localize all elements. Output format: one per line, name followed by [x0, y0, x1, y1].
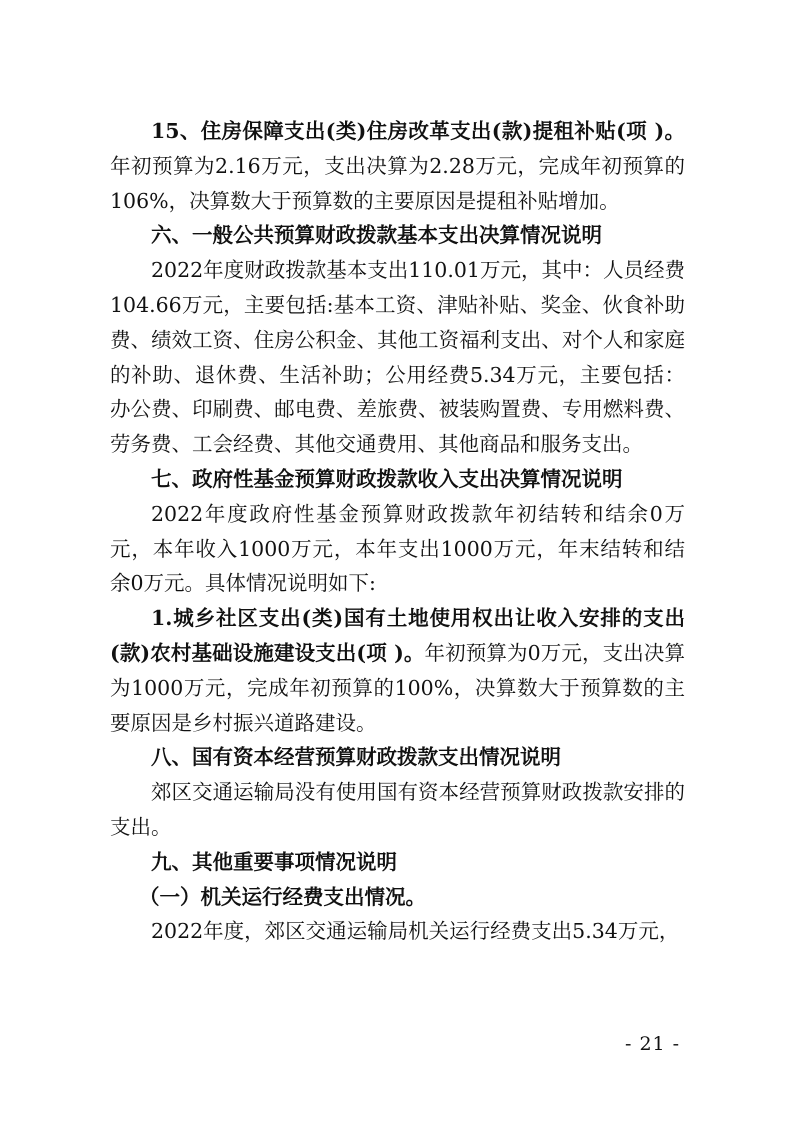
document-body	[110, 114, 685, 949]
paragraph-housing-rent-subsidy	[110, 114, 685, 218]
item-text-rural-infrastructure: 年初预算为0万元，支出决算为1000万元，完成年初预算的100%，决算数大于预算数的主要原因是乡村振兴道路建设。	[110, 640, 685, 735]
section-heading-7: 七、政府性基金预算财政拨款收入支出决算情况说明	[151, 466, 623, 491]
paragraph-rural-infrastructure	[110, 601, 685, 740]
item-heading-housing-rent-subsidy: 15、住房保障支出(类)住房改革支出(款)提租补贴(项 )。	[151, 119, 685, 143]
subsection-heading-9-1: （一）机关运行经费支出情况。	[139, 884, 426, 909]
item-text-housing-rent-subsidy: 年初预算为2.16万元，支出决算为2.28万元，完成年初预算的106%，决算数大于预算数的主要原因是提租补贴增加。	[110, 153, 685, 213]
paragraph-operating-expenses: 2022年度，郊区交通运输局机关运行经费支出5.34万元，	[151, 919, 680, 944]
paragraph-basic-expenditure: 2022年度财政拨款基本支出110.01万元，其中：人员经费104.66万元，主要包括:基本工资、津贴补贴、奖金、伙食补助费、绩效工资、住房公积金、其他工资福利支出、对个人和家庭的补助、退休费、生活补助；公用经费5.34万元，主要包括：办公费、印刷费、邮电费、差旅费、被装购置费、专用燃料费、劳务费、工会经费、其他交通费用、其他商品和服务支出。	[110, 258, 685, 457]
section-heading-9: 九、其他重要事项情况说明	[151, 849, 397, 874]
paragraph-state-capital: 郊区交通运输局没有使用国有资本经营预算财政拨款安排的支出。	[110, 780, 685, 839]
page-number: - 21 -	[625, 1033, 681, 1055]
section-heading-8: 八、国有资本经营预算财政拨款支出情况说明	[151, 745, 561, 770]
paragraph-gov-fund: 2022年度政府性基金预算财政拨款年初结转和结余0万元，本年收入1000万元，本年支出1000万元，年末结转和结余0万元。具体情况说明如下:	[110, 501, 685, 596]
section-heading-6: 六、一般公共预算财政拨款基本支出决算情况说明	[151, 223, 602, 248]
item-heading-rural-infrastructure: 1.城乡社区支出(类)国有土地使用权出让收入安排的支出(款)农村基础设施建设支出(项 )。	[110, 606, 685, 665]
